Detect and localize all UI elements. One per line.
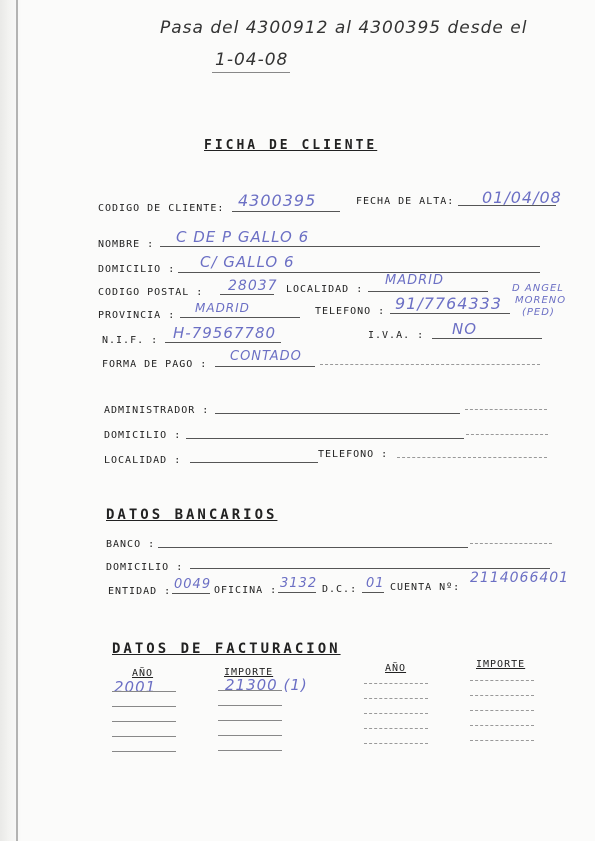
handwritten-note-line2: 1-04-08: [215, 50, 289, 70]
banc-domicilio-label: DOMICILIO :: [106, 562, 184, 573]
fecha-alta-line: [458, 205, 556, 206]
codigo-postal-value: 28037: [228, 278, 278, 294]
cuenta-value: 2114066401: [470, 570, 570, 586]
codigo-cliente-line: [232, 211, 340, 212]
fecha-alta-value: 01/04/08: [482, 188, 562, 207]
fact-line: [364, 683, 428, 684]
provincia-value: MADRID: [195, 301, 250, 315]
administrador-line: [215, 413, 460, 414]
localidad-label: LOCALIDAD :: [286, 284, 364, 295]
fact-line: [218, 690, 282, 691]
iva-line: [432, 338, 542, 339]
fact-line: [364, 713, 428, 714]
adm-domicilio-line-ext: [466, 434, 548, 435]
nombre-label: NOMBRE :: [98, 239, 155, 250]
handwritten-note-line1: Pasa del 4300912 al 4300395 desde el: [160, 18, 528, 38]
codigo-cliente-value: 4300395: [238, 191, 317, 210]
fact-line: [218, 750, 282, 751]
adm-telefono-label: TELEFONO :: [318, 449, 389, 460]
fact-line: [218, 735, 282, 736]
fact-line: [470, 680, 534, 681]
forma-pago-line: [215, 366, 315, 367]
codigo-cliente-label: CODIGO DE CLIENTE:: [98, 203, 225, 214]
col-ano-1: AÑO: [132, 668, 154, 679]
fact-line: [364, 743, 428, 744]
domicilio-line: [178, 272, 540, 273]
contacto-line1: D ANGEL: [512, 283, 564, 294]
fact-line: [218, 705, 282, 706]
localidad-line: [368, 291, 488, 292]
contacto-line3: (PED): [522, 307, 555, 318]
oficina-label: OFICINA :: [214, 585, 278, 596]
fact-line: [112, 706, 176, 707]
fact-line: [364, 698, 428, 699]
fact-line: [112, 691, 176, 692]
fact-row1-ano: 2001: [114, 678, 157, 696]
col-importe-1: IMPORTE: [224, 667, 274, 678]
fact-line: [112, 736, 176, 737]
banco-label: BANCO :: [106, 539, 156, 550]
entidad-label: ENTIDAD :: [108, 586, 172, 597]
nif-line: [165, 342, 281, 343]
provincia-label: PROVINCIA :: [98, 310, 176, 321]
telefono-value: 91/7764333: [395, 294, 503, 313]
codigo-postal-line: [220, 294, 274, 295]
domicilio-value: C/ GALLO 6: [200, 253, 295, 271]
iva-value: NO: [452, 320, 478, 338]
fact-line: [112, 751, 176, 752]
localidad-value: MADRID: [385, 273, 444, 288]
fact-line: [470, 695, 534, 696]
dc-value: 01: [366, 576, 385, 591]
banc-domicilio-line: [190, 568, 550, 569]
adm-localidad-line: [190, 462, 318, 463]
administrador-label: ADMINISTRADOR :: [104, 405, 210, 416]
oficina-value: 3132: [280, 576, 318, 591]
forma-pago-label: FORMA DE PAGO :: [102, 359, 208, 370]
codigo-postal-label: CODIGO POSTAL :: [98, 287, 204, 298]
forma-pago-value: CONTADO: [230, 349, 302, 364]
adm-domicilio-label: DOMICILIO :: [104, 430, 182, 441]
banco-line: [158, 547, 468, 548]
fact-line: [470, 740, 534, 741]
provincia-line: [180, 317, 300, 318]
iva-label: I.V.A. :: [368, 330, 425, 341]
cuenta-label: CUENTA Nº:: [390, 582, 461, 593]
domicilio-label: DOMICILIO :: [98, 264, 176, 275]
telefono-label: TELEFONO :: [315, 306, 386, 317]
binding-edge: [16, 0, 18, 841]
telefono-line: [390, 313, 510, 314]
fact-line: [364, 728, 428, 729]
entidad-line: [172, 593, 210, 594]
fecha-alta-label: FECHA DE ALTA:: [356, 196, 455, 207]
adm-telefono-line: [397, 457, 547, 458]
page-title: FICHA DE CLIENTE: [204, 138, 378, 153]
oficina-line: [278, 592, 316, 593]
nombre-line: [160, 246, 540, 247]
entidad-value: 0049: [174, 577, 212, 592]
dc-label: D.C.:: [322, 584, 358, 595]
fact-line: [218, 720, 282, 721]
fact-line: [470, 725, 534, 726]
forma-pago-line-ext: [320, 364, 540, 365]
facturacion-heading: DATOS DE FACTURACION: [112, 641, 341, 657]
fact-row1-importe: 21300 (1): [225, 676, 308, 694]
dc-line: [362, 592, 384, 593]
datos-bancarios-heading: DATOS BANCARIOS: [106, 507, 278, 523]
col-importe-2: IMPORTE: [476, 659, 526, 670]
nombre-value: C DE P GALLO 6: [176, 228, 310, 246]
col-ano-2: AÑO: [385, 663, 407, 674]
nif-value: H-79567780: [173, 324, 277, 342]
banco-line-ext: [470, 543, 552, 544]
administrador-line-ext: [465, 409, 547, 410]
fact-line: [470, 710, 534, 711]
adm-domicilio-line: [186, 438, 464, 439]
nif-label: N.I.F. :: [102, 335, 159, 346]
note-underline: [212, 72, 290, 73]
adm-localidad-label: LOCALIDAD :: [104, 455, 182, 466]
fact-line: [112, 721, 176, 722]
contacto-line2: MORENO: [515, 295, 567, 306]
scan-edge: [0, 0, 22, 841]
